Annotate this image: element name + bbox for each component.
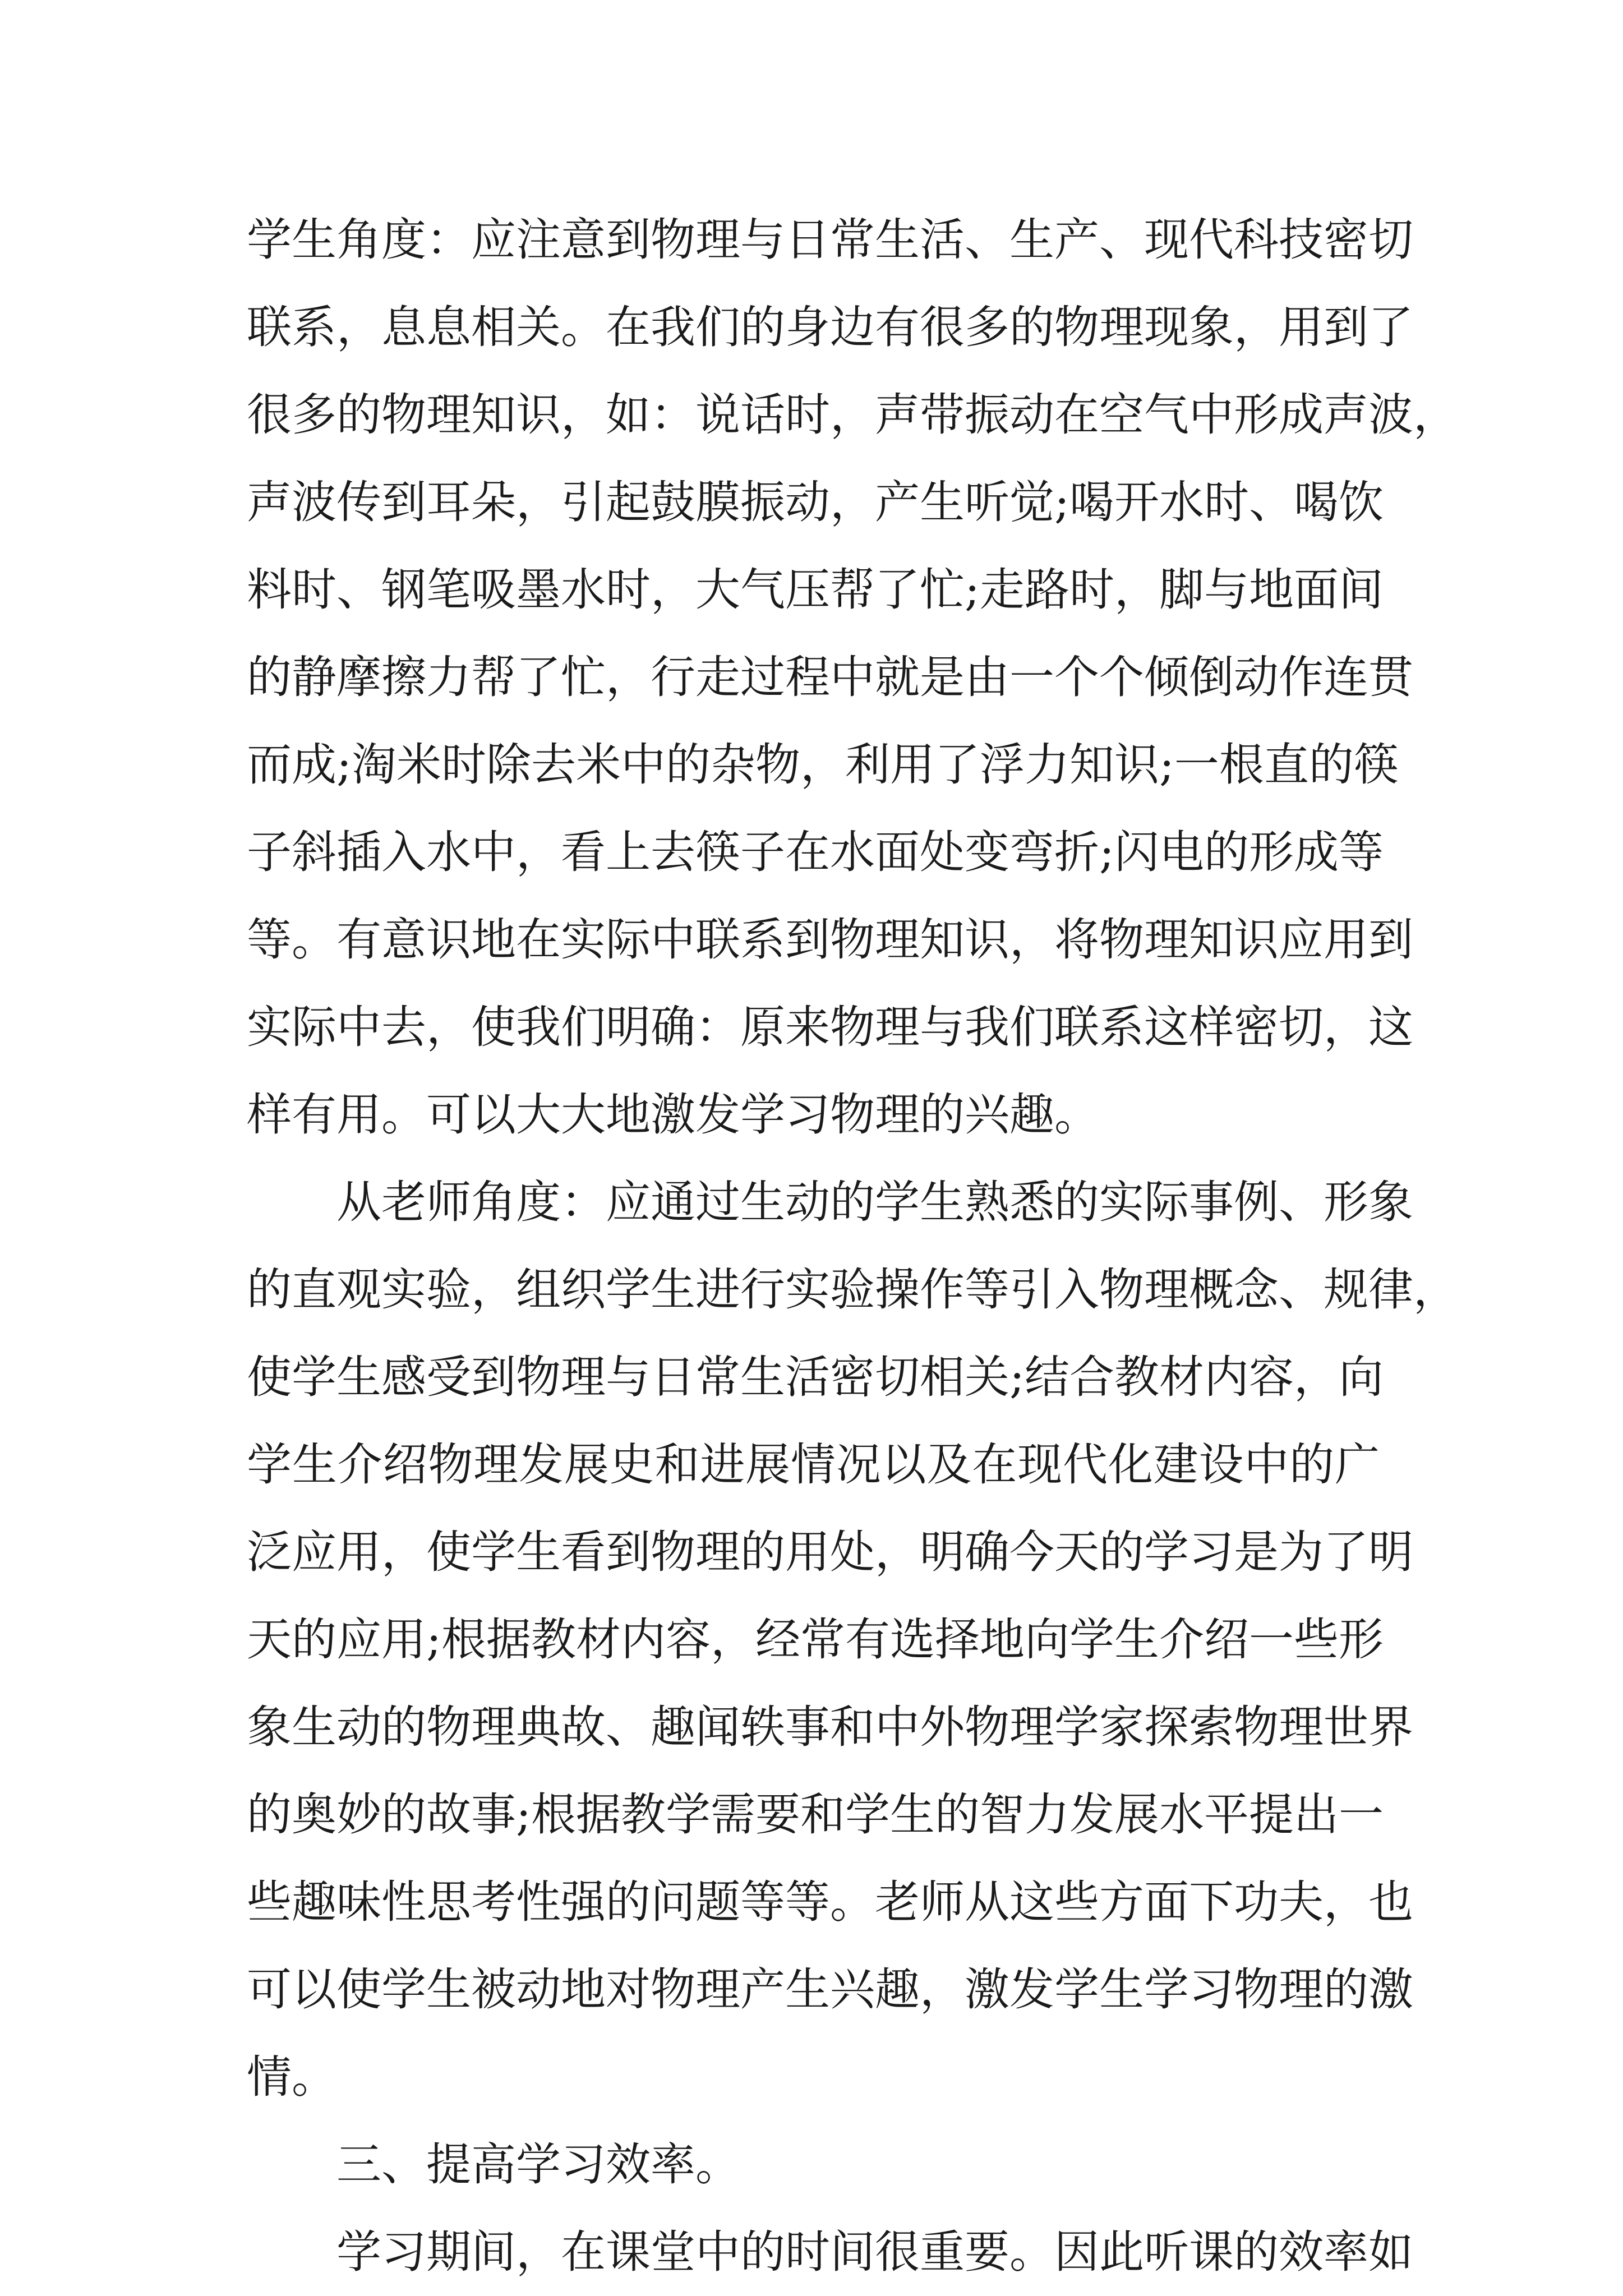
text-line: 而成;淘米时除去米中的杂物，利用了浮力知识;一根直的筷: [247, 739, 1399, 791]
text-line: 样有用。可以大大地激发学习物理的兴趣。: [247, 1089, 1099, 1141]
text-line: 泛应用，使学生看到物理的用处，明确今天的学习是为了明: [247, 1526, 1413, 1578]
text-line: 的奥妙的故事;根据教学需要和学生的智力发展水平提出一: [247, 1788, 1384, 1841]
text-line: 学生角度：应注意到物理与日常生活、生产、现代科技密切: [247, 214, 1413, 266]
text-line: 子斜插入水中，看上去筷子在水面处变弯折;闪电的形成等: [247, 826, 1384, 878]
text-line: 象生动的物理典故、趣闻轶事和中外物理学家探索物理世界: [247, 1701, 1413, 1753]
paragraph-first-line: 从老师角度：应通过生动的学生熟悉的实际事例、形象: [336, 1176, 1413, 1228]
text-line: 可以使学生被动地对物理产生兴趣，激发学生学习物理的激: [247, 1963, 1413, 2016]
text-line: 学生介绍物理发展史和进展情况以及在现代化建设中的广: [247, 1439, 1380, 1491]
section-heading: 三、提高学习效率。: [336, 2138, 740, 2191]
text-line: 天的应用;根据教材内容，经常有选择地向学生介绍一些形: [247, 1613, 1384, 1666]
text-line: 使学生感受到物理与日常生活密切相关;结合教材内容，向: [247, 1351, 1384, 1403]
text-line: 很多的物理知识，如：说话时，声带振动在空气中形成声波，: [247, 389, 1458, 441]
text-line: 等。有意识地在实际中联系到物理知识，将物理知识应用到: [247, 914, 1413, 966]
text-line: 料时、钢笔吸墨水时，大气压帮了忙;走路时，脚与地面间: [247, 564, 1384, 616]
text-line: 实际中去，使我们明确：原来物理与我们联系这样密切，这: [247, 1001, 1413, 1053]
text-line: 些趣味性思考性强的问题等等。老师从这些方面下功夫，也: [247, 1876, 1413, 1928]
paragraph-first-line: 学习期间，在课堂中的时间很重要。因此听课的效率如: [336, 2226, 1413, 2278]
text-line: 的静摩擦力帮了忙，行走过程中就是由一个个倾倒动作连贯: [247, 651, 1413, 703]
body-text: [247, 196, 1458, 2296]
text-line: 情。: [247, 2051, 336, 2103]
text-line: 联系，息息相关。在我们的身边有很多的物理现象，用到了: [247, 301, 1413, 353]
text-line: 的直观实验，组织学生进行实验操作等引入物理概念、规律，: [247, 1264, 1458, 1316]
text-line: 声波传到耳朵，引起鼓膜振动，产生听觉;喝开水时、喝饮: [247, 476, 1384, 528]
